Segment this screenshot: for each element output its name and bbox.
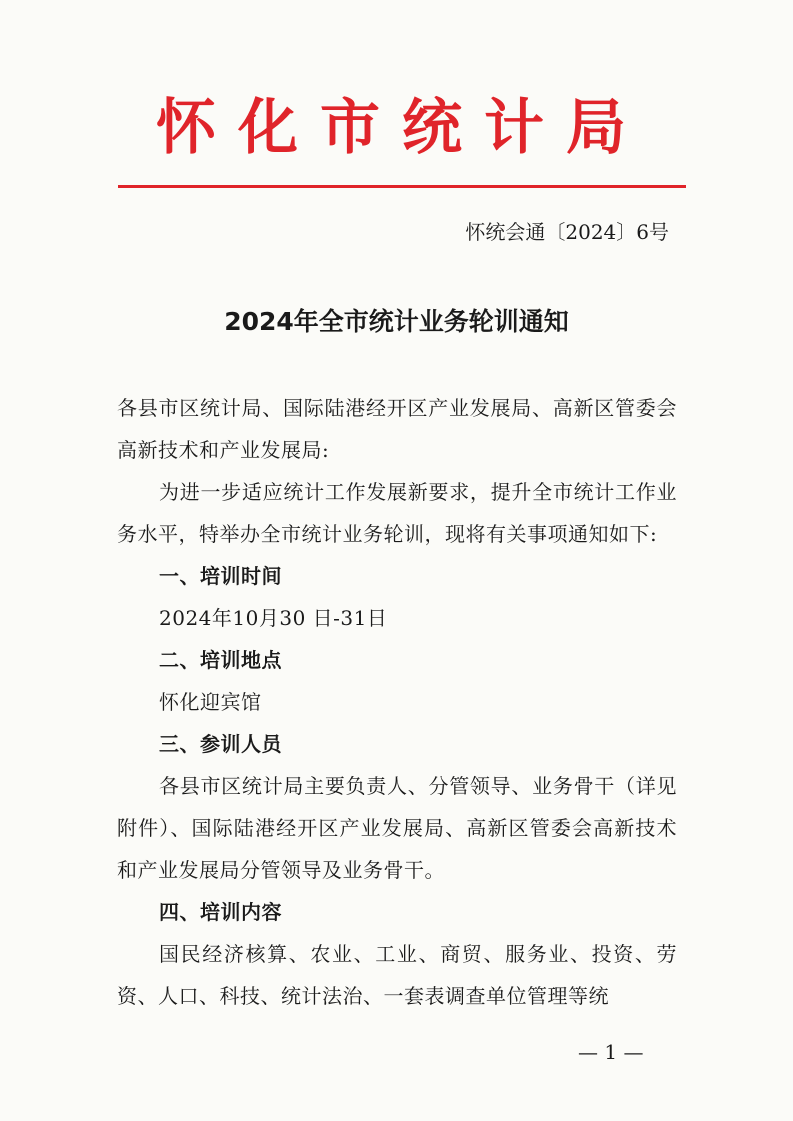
section-content-time: 2024年10月30 日-31日 [159, 606, 388, 630]
addressee: 各县市区统计局、国际陆港经开区产业发展局、高新区管委会高新技术和产业发展局: [117, 396, 677, 462]
document-title: 2024年全市统计业务轮训通知 [224, 307, 569, 336]
section-content-participants: 各县市区统计局主要负责人、分管领导、业务骨干（详见附件）、国际陆港经开区产业发展局、高新区管委会高新技术和产业发展局分管领导及业务骨干。 [117, 774, 677, 882]
section-content-location: 怀化迎宾馆 [159, 690, 262, 714]
section-heading-location: 二、培训地点 [159, 648, 282, 672]
section-heading-participants: 三、参训人员 [159, 732, 282, 756]
page-number: — 1 — [578, 1040, 644, 1064]
document-body [117, 387, 677, 1017]
issuing-authority-masthead: 怀化市统计局 [156, 93, 648, 163]
section-heading-time: 一、培训时间 [159, 564, 282, 588]
intro-paragraph: 为进一步适应统计工作发展新要求，提升全市统计工作业务水平，特举办全市统计业务轮训，现将有关事项通知如下: [117, 480, 677, 546]
red-divider-line [118, 185, 686, 188]
section-content-training: 国民经济核算、农业、工业、商贸、服务业、投资、劳资、人口、科技、统计法治、一套表调查单位管理等统 [117, 942, 677, 1008]
section-heading-content: 四、培训内容 [159, 900, 282, 924]
document-number: 怀统会通〔2024〕6号 [465, 220, 669, 244]
